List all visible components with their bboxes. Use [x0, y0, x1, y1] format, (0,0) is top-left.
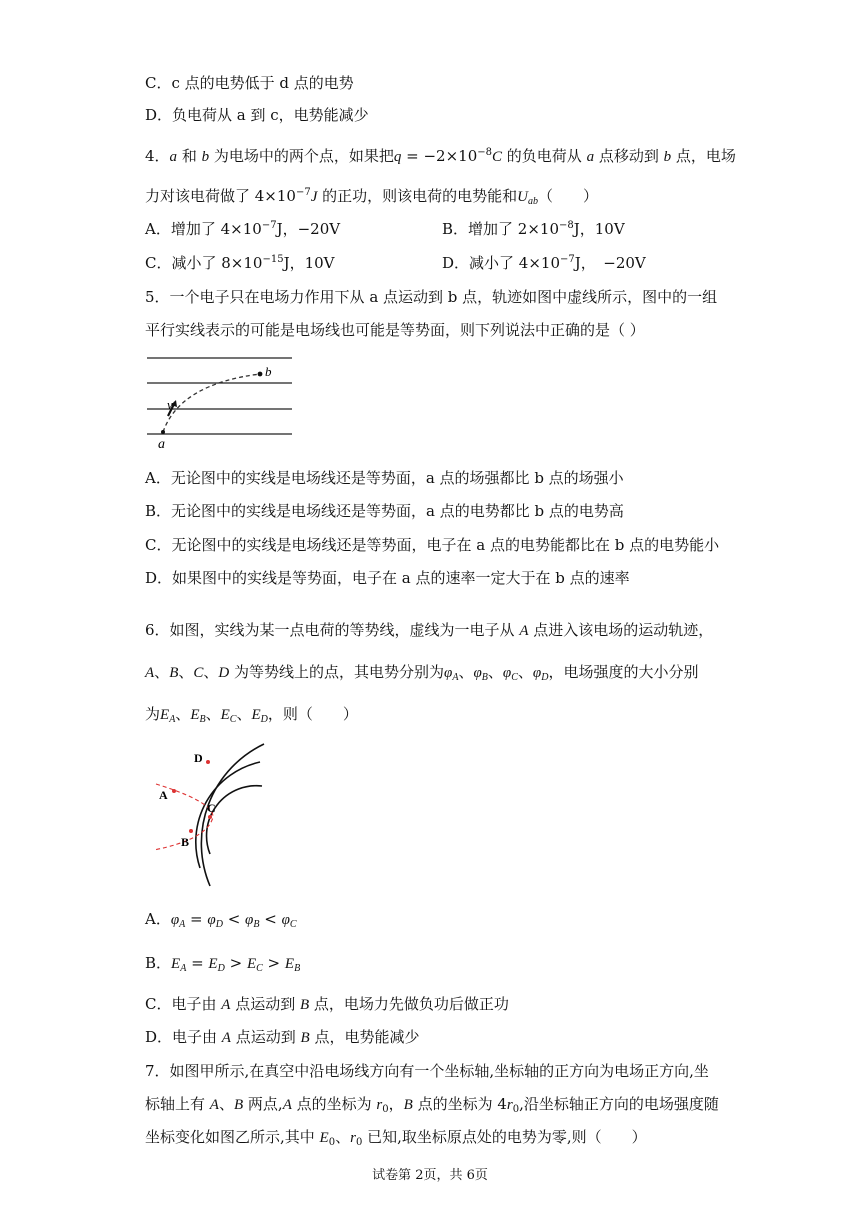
q6-option-d: D．电子由 A 点运动到 B 点，电势能减少	[145, 1028, 420, 1046]
q5-option-a: A．无论图中的实线是电场线还是等势面，a 点的场强都比 b 点的场强小	[145, 469, 624, 487]
q6-point-c	[208, 815, 212, 819]
q6-point-d	[206, 760, 210, 764]
q6-point-a	[172, 789, 176, 793]
q4-stem-line2: 力对该电荷做了 $4\times 10^{-7}J$ 的正功，则该电荷的电势能和$U_{ab}$（ ）	[145, 187, 599, 207]
q4-option-c: C．减小了 $8\times 10^{-15}J$，10V	[145, 254, 335, 272]
q5-label-b: b	[265, 364, 272, 379]
q7-stem-line3: 坐标变化如图乙所示,其中 $E_0$、$r_0$ 已知,取坐标原点处的电势为零,则（ ）	[145, 1128, 647, 1148]
q5-option-d: D．如果图中的实线是等势面，电子在 a 点的速率一定大于在 b 点的速率	[145, 569, 630, 587]
q6-point-b	[189, 829, 193, 833]
q5-label-v: v	[167, 397, 173, 412]
q6-stem-line2: A、B、C、D 为等势线上的点，其电势分别为$\varphi_A$、$\varphi_B$、$\varphi_C$、$\varphi_D$，电场强度的大小分别	[145, 663, 699, 683]
q6-option-a: A．$\varphi_A = \varphi_D < \varphi_B < \varphi_C$	[145, 910, 297, 930]
q5-stem-line2: 平行实线表示的可能是电场线也可能是等势面，则下列说法中正确的是（ ）	[145, 321, 645, 339]
q6-stem-line1: 6．如图，实线为某一点电荷的等势线，虚线为一电子从 A 点进入该电场的运动轨迹，	[145, 621, 714, 639]
q5-option-c: C．无论图中的实线是电场线还是等势面，电子在 a 点的电势能都比在 b 点的电势能小	[145, 536, 720, 554]
q6-label-b: B	[181, 835, 190, 849]
q6-option-b: B．$E_A = E_D > E_C > E_B$	[145, 954, 301, 974]
page-footer: 试卷第 2页，共 6页	[372, 1168, 488, 1183]
q6-stem-line3: 为$E_A$、$E_B$、$E_C$、$E_D$，则（ ）	[145, 705, 358, 725]
q6-figure	[150, 740, 270, 890]
q6-equipotential-inner	[207, 786, 262, 854]
q5-point-a	[161, 430, 165, 434]
q3-option-d: D．负电荷从 a 到 c，电势能减少	[145, 106, 369, 124]
q4-option-d: D．减小了 $4\times 10^{-7}J$， −20V	[442, 254, 646, 272]
q7-stem-line2: 标轴上有 A、B 两点,A 点的坐标为 $r_0$，B 点的坐标为 $4r_0$,沿坐标轴正方向的电场强度随	[145, 1095, 719, 1115]
q4-options-row2	[145, 253, 745, 273]
q3-option-c: C．c 点的电势低于 d 点的电势	[145, 74, 354, 92]
q4-options-row1	[145, 219, 745, 239]
q6-label-a: A	[159, 788, 168, 802]
q4-option-b: B．增加了 $2\times 10^{-8}J$，10V	[442, 220, 625, 238]
q5-option-b: B．无论图中的实线是电场线还是等势面，a 点的电势都比 b 点的电势高	[145, 502, 624, 520]
q6-option-c: C．电子由 A 点运动到 B 点，电场力先做负功后做正功	[145, 995, 509, 1013]
q6-label-c: C	[207, 801, 216, 815]
q7-stem-line1: 7．如图甲所示,在真空中沿电场线方向有一个坐标轴,坐标轴的正方向为电场正方向,坐	[145, 1062, 709, 1080]
q4-option-a: A．增加了 $4\times 10^{-7}J$，−20V	[145, 220, 341, 238]
q5-stem-line1: 5．一个电子只在电场力作用下从 a 点运动到 b 点，轨迹如图中虚线所示，图中的一组	[145, 288, 718, 306]
q5-figure	[140, 352, 300, 450]
q4-stem-line1: 4．a 和 b 为电场中的两个点，如果把$q = -2\times 10^{-8}C$ 的负电荷从 a 点移动到 b 点，电场	[145, 147, 736, 165]
q5-label-a: a	[158, 437, 165, 450]
q5-point-b	[258, 372, 263, 377]
q6-label-d: D	[194, 751, 203, 765]
